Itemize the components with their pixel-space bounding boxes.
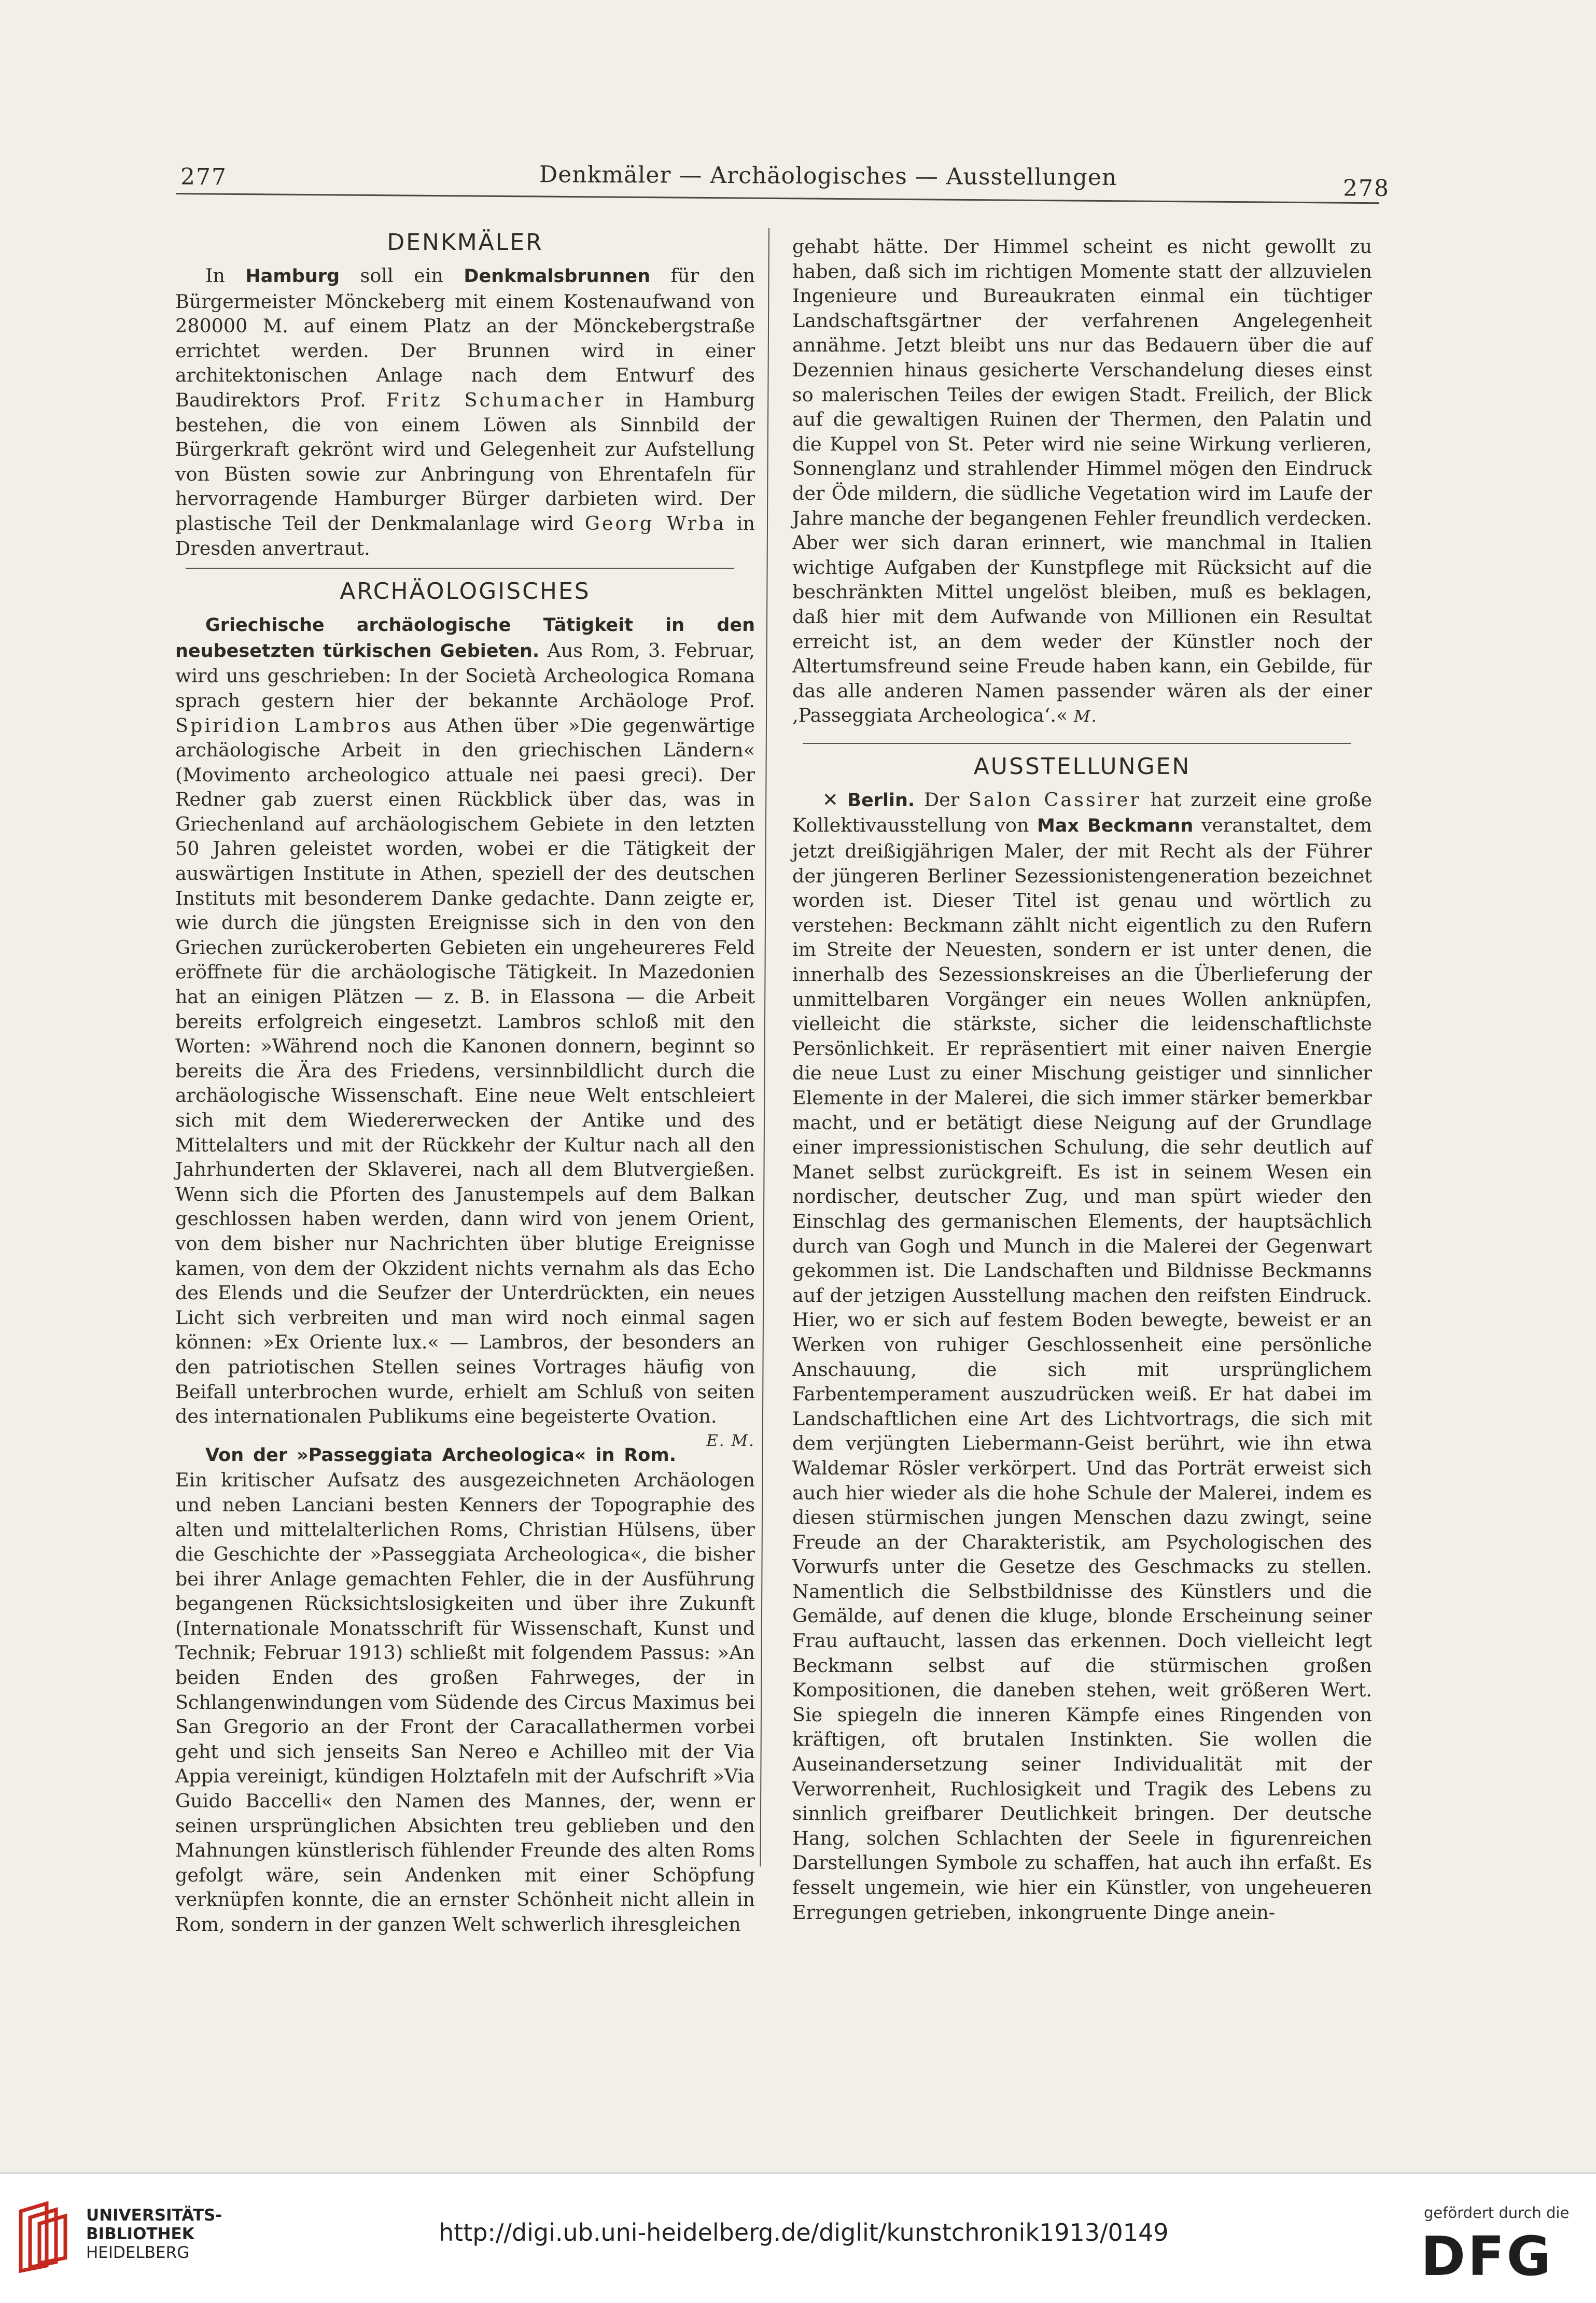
text-run: in Dresden anvertraut. bbox=[175, 512, 755, 559]
header-rule bbox=[176, 193, 1379, 204]
bold-headline: Von der »Passeggiata Archeologica« in Rom. bbox=[205, 1444, 677, 1466]
bold-term: Hamburg bbox=[245, 266, 340, 287]
signature: M. bbox=[1073, 707, 1098, 726]
logo-line: UNIVERSITÄTS- bbox=[86, 2206, 222, 2225]
logo-line: HEIDELBERG bbox=[86, 2243, 190, 2262]
digitization-footer bbox=[0, 2172, 1596, 2303]
dfg-logo: DFG bbox=[1421, 2225, 1553, 2288]
section-title-denkmaeler: DENKMÄLER bbox=[387, 229, 543, 256]
signature: E. M. bbox=[706, 1431, 755, 1450]
text-run: Ein kritischer Aufsatz des ausgezeichneten Archäologen und neben Lanciani besten Kenners der Topographie des alten und mittelalterlichen Roms, Christian Hülsens, über die Geschichte der »Passeggiata Archeologica«, die bisher bei ihrer Anlage gemachten Fehler, die in der Ausführung begangenen Rücksichtslosigkeiten und über ihre Zukunft (Internationale Monatsschrift für Wissenschaft, Kunst und Technik; Februar 1913) schließt mit folgendem Passus: »An beiden Enden des großen Fahrweges, der in Schlangenwindungen vom Südende des Circus Maximus bei San Gregorio an der Front der Caracallathermen vorbei geht und sich jenseits San Nereo e Achilleo mit der Via Appia vereinigt, kündigen Holztafeln mit der Aufschrift »Via Guido Baccelli« den Namen des Mannes, der, wenn er seinen ursprünglichen Absichten treu geblieben und den Mahnungen künstlerisch fühlender Freunde des alten Roms gefolgt wäre, sein Andenken mit einer Schöpfung verknüpfen konnte, die an ernster Schönheit nicht allein in Rom, sondern in der ganzen Welt schwerlich ihresgleichen bbox=[175, 1469, 755, 1935]
permalink-url[interactable]: http://digi.ub.uni-heidelberg.de/diglit/kunstchronik1913/0149 bbox=[439, 2218, 1169, 2246]
logo-line: BIBLIOTHEK bbox=[86, 2225, 194, 2243]
bold-headline: Griechische archäologische Tätigkeit in den neubesetzten türkischen Gebieten. bbox=[175, 615, 755, 662]
right-column bbox=[792, 234, 1372, 1925]
university-library-name bbox=[86, 2206, 222, 2262]
text-run: In bbox=[205, 264, 246, 287]
section-title-ausstellungen: AUSSTELLUNGEN bbox=[973, 753, 1191, 780]
text-run: soll ein bbox=[340, 264, 464, 287]
text-run: veranstaltet, dem jetzt dreißigjährigen Maler, der mit Recht als der Führer der jüngeren Berliner Sezessionistengeneration bezeichnet worden ist. Dieser Titel ist genau und wörtlich zu verstehen: Beckmann zählt nicht eigentlich zu den Rufern im Streite der Neuesten, sondern er ist unter denen, die innerhalb des Sezessionskreises an die Überlieferung der unmittelbaren Vorgänger ein neues Wollen anknüpfen, vielleicht die stärkste, sicher die leidenschaftlichste Persönlichkeit. Er repräsentiert mit einer naiven Energie die neue Lust zu einer Mischung geistiger und sinnlicher Elemente in der Malerei, die sich immer stärker bemerkbar macht, und er betätigt diese Neigung auf der Grundlage einer impressionistischen Schulung, die sehr deutlich auf Manet selbst zurückgreift. Es ist in seinem Wesen ein nordischer, deutscher Zug, und man spürt wieder den Einschlag des germanischen Elements, der hauptsächlich durch van Gogh und Munch in die Malerei der Gegenwart gekommen ist. Die Landschaften und Bildnisse Beckmanns auf der jetzigen Ausstellung machen den reifsten Eindruck. Hier, wo er sich auf festem Boden bewegte, beweist er an Werken von ruhiger Geschlossenheit eine persönliche Anschauung, die sich mit ursprünglichem Farbentemperament auszudrücken weiß. Er hat dabei im Landschaftlichen eine Art des Lichtvortrags, die sich mit dem verjüngten Liebermann-Geist berührt, wie ihn etwa Waldemar Rösler verkörpert. Und das Porträt erweist sich auch hier wieder als die hohe Schule der Malerei, indem es diesen stürmischen jungen Menschen dazu zwingt, seine Freude an der Charakteristik, am Psychologischen des Vorwurfs unter die Gesetze des Geschmacks zu stellen. Namentlich die Selbstbildnisse des Künstlers und die Gemälde, auf denen die kluge, blonde Erscheinung seiner Frau auftaucht, lassen das erkennen. Doch vielleicht legt Beckmann selbst auf die stürmischen großen Kompositionen, die daneben stehen, weit größeren Wert. Sie spiegeln die inneren Kämpfe eines Ringenden von kräftigen, oft brutalen Instinkten. Sie wollen die Auseinandersetzung seiner Individualität mit der Verworrenheit, Ruchlosigkeit und Tragik des Lebens zu sinnlich greifbarer Deutlichkeit bringen. Der deutsche Hang, solchen Schlachten der Seele in figurenreichen Darstellungen Symbole zu schaffen, hat auch ihn erfaßt. Es fesselt ungemein, wie hier ein Künstler, von ungeheueren Erregungen getrieben, inkongruente Dinge anein- bbox=[792, 814, 1373, 1923]
running-head: Denkmäler — Archäologisches — Ausstellungen bbox=[539, 161, 1117, 191]
section-rule bbox=[186, 568, 734, 569]
text-run: für den Bürgermeister Mönckeberg mit einem Kostenaufwand von 280000 M. auf einem Platz an der Mönckebergstraße errichtet werden. Der Brunnen wird in einer architektonischen Anlage nach dem Entwurf des Baudirektors Prof. bbox=[175, 264, 755, 411]
left-column bbox=[175, 226, 755, 1937]
cross-mark-icon: ✕ bbox=[822, 788, 838, 811]
text-run: Der bbox=[915, 788, 969, 811]
section-title-archaeologisches: ARCHÄOLOGISCHES bbox=[340, 578, 591, 605]
section-rule bbox=[803, 743, 1351, 744]
bold-term: Denkmalsbrunnen bbox=[464, 266, 651, 287]
spaced-name: Georg Wrba bbox=[584, 512, 726, 535]
paragraph-berlin bbox=[792, 788, 1372, 1925]
text-run: Aus Rom, 3. Februar, wird uns geschrieben: In der Società Archeologica Romana sprach gestern hier der bekannte Archäologe Prof. bbox=[175, 639, 755, 712]
paragraph-griechische-taetigkeit bbox=[175, 612, 755, 1450]
university-library-logo-icon bbox=[16, 2201, 78, 2273]
paragraph-passeggiata-continued bbox=[792, 234, 1372, 729]
page-number-right: 278 bbox=[1343, 175, 1390, 202]
funded-by-label: gefördert durch die bbox=[1424, 2204, 1570, 2222]
spaced-name: Spiridion Lambros bbox=[175, 714, 393, 737]
paragraph-hamburg bbox=[175, 263, 755, 560]
text-run: gehabt hätte. Der Himmel scheint es nicht gewollt zu haben, daß sich im richtigen Momente statt der allzuvielen Ingenieure und Bureaukraten einmal ein tüchtiger Landschaftsgärtner der verfahrenen Angelegenheit annähme. Jetzt bleibt uns nur das Bedauern über die auf Dezennien hinaus gesicherte Verschandelung dieses einst so malerischen Teiles der ewigen Stadt. Freilich, der Blick auf die gewaltigen Ruinen der Thermen, den Palatin und die Kuppel von St. Peter wird nie seine Wirkung verlieren, Sonnenglanz und strahlender Himmel mögen den Eindruck der Öde mildern, die südliche Vegetation wird im Laufe der Jahre manche der begangenen Fehler freundlich verdecken. Aber wer sich daran erinnert, wie manchmal in Italien wichtige Aufgaben der Kunstpflege mit Rücksicht auf die beschränkten Mittel ungelöst bleiben, muß es beklagen, daß hier mit dem Aufwande von Millionen ein Resultat erreicht ist, an dem weder der Künstler noch der Altertumsfreund seine Freude haben kann, ein Gebilde, für das alle anderen Namen passender wären als der einer ‚Passeggiata Archeologica‘.« bbox=[792, 235, 1372, 727]
spaced-name: Salon Cassirer bbox=[968, 788, 1141, 811]
spaced-name: Fritz Schumacher bbox=[386, 388, 606, 411]
page-number-left: 277 bbox=[180, 164, 227, 190]
column-divider bbox=[760, 228, 769, 1866]
paragraph-gap bbox=[175, 1429, 755, 1442]
bold-term: Max Beckmann bbox=[1037, 816, 1194, 837]
text-run: hat zurzeit eine große Kollektivausstellung von bbox=[792, 788, 1372, 837]
paragraph-passeggiata bbox=[175, 1442, 755, 1937]
text-run: aus Athen über »Die gegenwärtige archäologische Arbeit in den griechischen Ländern« (Movimento archeologico attuale nei paesi greci). Der Redner gab zuerst einen Rückblick über das, was in Griechenland auf archäologischem Gebiete in den letzten 50 Jahren geleistet worden, wobei er die Tätigkeit der auswärtigen Institute in Athen, speziell der des deutschen Instituts mit besonderem Danke gedachte. Dann zeigte er, wie durch die jüngsten Ereignisse sich in den von den Griechen zurückeroberten Gebieten ein ungeheureres Feld eröffnete für die archäologische Tätigkeit. In Mazedonien hat an einigen Plätzen — z. B. in Elassona — die Arbeit bereits erfolgreich eingesetzt. Lambros schloß mit den Worten: »Während noch die Kanonen donnern, beginnt so bereits die Ära des Friedens, versinnbildlicht durch die archäologische Wissenschaft. Eine neue Welt entschleiert sich mit dem Wiedererwecken der Antike und des Mittelalters und mit der Rückkehr der Kultur nach all den Jahrhunderten der Sklaverei, nach all dem Blutvergießen. Wenn sich die Pforten des Janustempels auf dem Balkan geschlossen haben werden, dann wird von jenem Orient, von dem bisher nur Nachrichten über blutige Ereignisse kamen, von dem der Okzident nichts vernahm als das Echo des Elends und die Seufzer der Unterdrückten, ein neues Licht sich verbreiten und man wird noch einmal sagen können: »Ex Oriente lux.« — Lambros, der besonders an den patriotischen Stellen seines Vortrages häufig von Beifall unterbrochen wurde, erhielt am Schluß von seiten des internationalen Publikums eine begeisterte Ovation. bbox=[175, 714, 755, 1428]
text-run: in Hamburg bestehen, die von einem Löwen als Sinnbild der Bürgerkraft gekrönt wird und Gelegenheit zur Aufstellung von Büsten sowie zur Anbringung von Ehrentafeln für hervorragende Hamburger Bürger darbieten wird. Der plastische Teil der Denkmalanlage wird bbox=[175, 388, 755, 535]
bold-term: Berlin. bbox=[847, 790, 915, 811]
